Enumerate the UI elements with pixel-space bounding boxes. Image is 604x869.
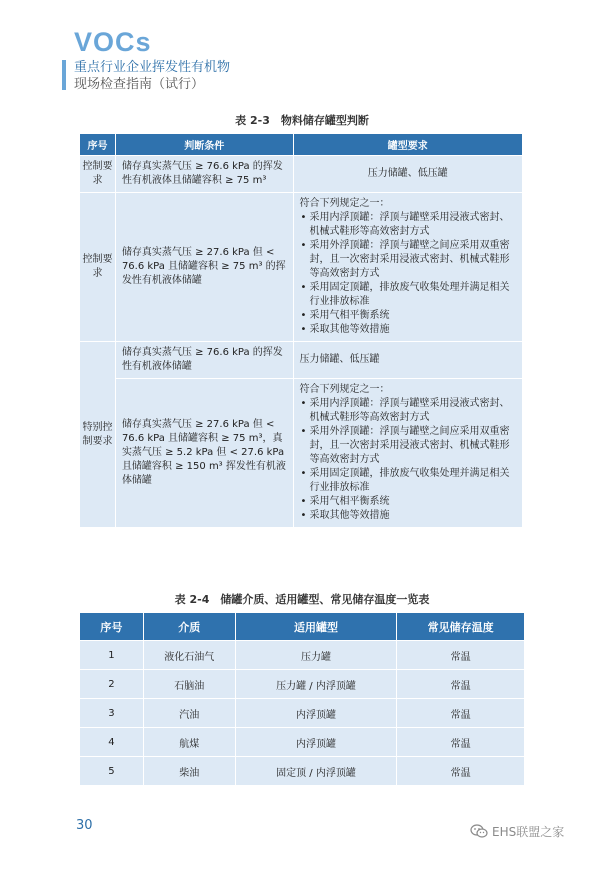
col-header-condition: 判断条件 [115,134,293,156]
requirement-item: • 采取其他等效措施 [300,509,516,523]
table-header-row [80,134,523,156]
row-category: 特别控制要求 [80,342,116,528]
cell-temperature: 常温 [397,757,525,786]
cell-no: 4 [80,728,144,757]
row-condition: 储存真实蒸气压 ≥ 27.6 kPa 但 < 76.6 kPa 且储罐容积 ≥ 75 m³ 的挥发性有机液体储罐 [115,193,293,342]
cell-medium: 柴油 [143,757,235,786]
col-header-no: 序号 [80,134,116,156]
table-row [80,728,525,757]
table-2-3-caption: 表 2-3 物料储存罐型判断 [235,114,369,127]
cell-temperature: 常温 [397,699,525,728]
table-row [80,379,523,528]
col-header-temperature: 常见储存温度 [397,613,525,641]
header-subtitle-2: 现场检查指南（试行） [74,77,205,92]
table-row [80,193,523,342]
table-row [80,641,525,670]
table-row [80,670,525,699]
cell-no: 3 [80,699,144,728]
table-row [80,699,525,728]
requirement-item: • 采用固定顶罐，排放废气收集处理并满足相关行业排放标准 [300,467,516,495]
cell-no: 2 [80,670,144,699]
col-header-no: 序号 [80,613,144,641]
wechat-icon [470,824,488,839]
requirement-item: • 采取其他等效措施 [300,323,516,337]
cell-temperature: 常温 [397,641,525,670]
cell-tank-type: 固定顶 / 内浮顶罐 [235,757,397,786]
cell-medium: 航煤 [143,728,235,757]
requirement-item: • 采用内浮顶罐：浮顶与罐壁采用浸液式密封、机械式鞋形等高效密封方式 [300,397,516,425]
watermark-text: EHS联盟之家 [492,825,565,839]
row-condition: 储存真实蒸气压 ≥ 27.6 kPa 但 < 76.6 kPa 且储罐容积 ≥ 75 m³，真实蒸气压 ≥ 5.2 kPa 但 < 27.6 kPa 且储罐容积 ≥ 150 m³ 挥发性有机液体储罐 [115,379,293,528]
row-condition: 储存真实蒸气压 ≥ 76.6 kPa 的挥发性有机液体且储罐容积 ≥ 75 m³ [115,156,293,193]
cell-no: 5 [80,757,144,786]
table-header-row [80,613,525,641]
cell-temperature: 常温 [397,728,525,757]
requirement-item: • 采用气相平衡系统 [300,309,516,323]
table-row [80,156,523,193]
col-header-tank-type: 适用罐型 [235,613,397,641]
page-number: 30 [76,818,93,833]
table-row [80,757,525,786]
col-header-medium: 介质 [143,613,235,641]
tank-type-table [79,133,523,528]
cell-temperature: 常温 [397,670,525,699]
watermark [470,823,564,840]
page-header [74,28,230,93]
row-requirement [293,379,522,528]
table-2-4-caption: 表 2-4 储罐介质、适用罐型、常见储存温度一览表 [174,593,430,606]
row-requirement [293,193,522,342]
cell-tank-type: 压力罐 / 内浮顶罐 [235,670,397,699]
table-row [80,342,523,379]
requirement-intro: 符合下列规定之一： [299,198,390,209]
cell-tank-type: 压力罐 [235,641,397,670]
cell-medium: 液化石油气 [143,641,235,670]
requirement-item: • 采用外浮顶罐：浮顶与罐壁之间应采用双重密封，且一次密封采用浸液式密封、机械式鞋形等高效密封方式 [300,425,516,467]
row-requirement: 压力储罐、低压罐 [293,342,522,379]
col-header-requirement: 罐型要求 [293,134,522,156]
requirement-item: • 采用内浮顶罐：浮顶与罐壁采用浸液式密封、机械式鞋形等高效密封方式 [300,211,516,239]
row-category: 控制要求 [80,193,116,342]
requirement-item: • 采用气相平衡系统 [300,495,516,509]
header-subtitle-1: 重点行业企业挥发性有机物 [74,60,231,75]
cell-medium: 汽油 [143,699,235,728]
row-category: 控制要求 [80,156,116,193]
requirement-item: • 采用固定顶罐，排放废气收集处理并满足相关行业排放标准 [300,281,516,309]
requirement-item: • 采用外浮顶罐：浮顶与罐壁之间应采用双重密封，且一次密封采用浸液式密封、机械式鞋形等高效密封方式 [300,239,516,281]
row-requirement: 压力储罐、低压罐 [293,156,522,193]
cell-tank-type: 内浮顶罐 [235,699,397,728]
header-accent-bar [62,60,66,90]
cell-no: 1 [80,641,144,670]
row-condition: 储存真实蒸气压 ≥ 76.6 kPa 的挥发性有机液体储罐 [115,342,293,379]
cell-medium: 石脑油 [143,670,235,699]
brand-title: VOCs [74,27,152,57]
requirement-intro: 符合下列规定之一： [299,384,390,395]
cell-tank-type: 内浮顶罐 [235,728,397,757]
storage-medium-table [79,612,525,786]
